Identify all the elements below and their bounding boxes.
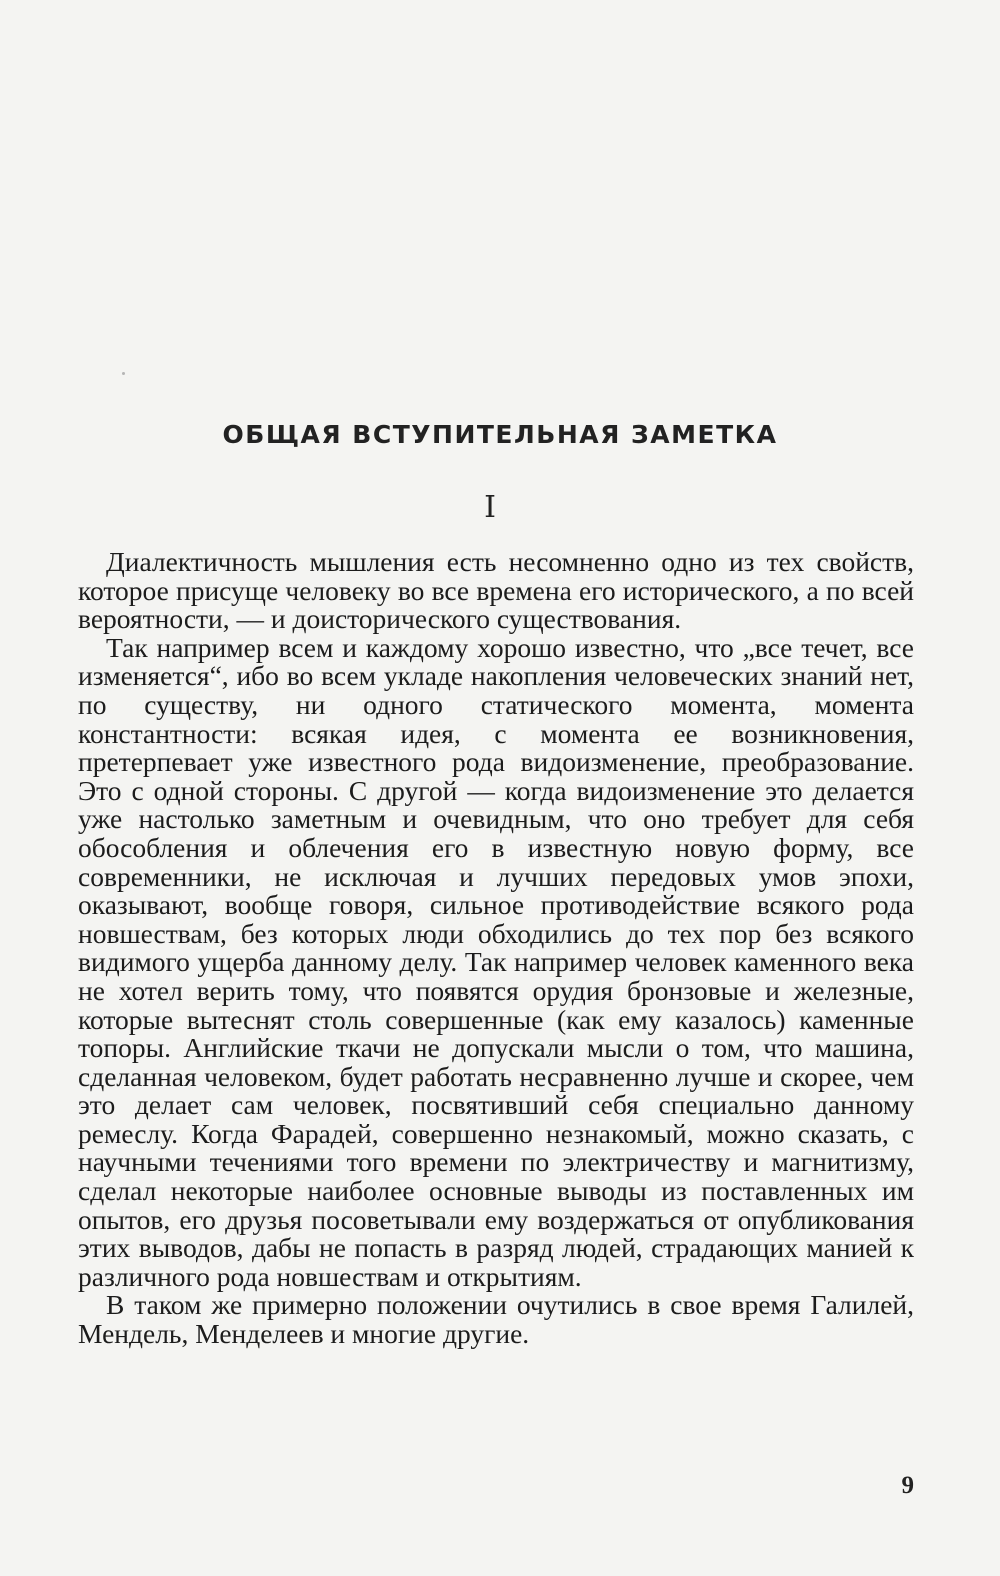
paragraph-1: Диалектичность мышления есть несомненно одно из тех свойств, которое присуще человеку во все времена его исторического, а по всей вероятности, — и доисторического существования.: [78, 546, 914, 635]
paragraph-3: В таком же примерно положении очутились в свое время Галилей, Мендель, Менделеев и многие другие.: [78, 1289, 914, 1350]
chapter-title: ОБЩАЯ ВСТУПИТЕЛЬНАЯ ЗАМЕТКА: [222, 420, 778, 449]
page-number: 9: [901, 1472, 914, 1499]
print-speck: [122, 372, 125, 375]
body-text: [78, 548, 914, 1349]
section-number: I: [484, 490, 496, 525]
paragraph-2: Так например всем и каждому хорошо известно, что „все течет, все изменяется“, ибо во всем укладе накопления человеческих знаний нет, по существу, ни одного статического момента, момента константности: всякая идея, с момента ее возникновения, претерпевает уже известного рода видоизменение, преобразование. Это с одной стороны. С другой — когда видоизменение это делается уже настолько заметным и очевидным, что оно требует для себя обособления и облечения его в известную новую форму, все современники, не исключая и лучших передовых умов эпохи, оказывают, вообще говоря, сильное противодействие всякого рода новшествам, без которых люди обходились до тех пор без всякого видимого ущерба данному делу. Так например человек каменного века не хотел верить тому, что появятся орудия бронзовые и железные, которые вытеснят столь совершенные (как ему казалось) каменные топоры. Английские ткачи не допускали мысли о том, что машина, сделанная человеком, будет работать несравненно лучше и скорее, чем это делает сам человек, посвятивший себя специально данному ремеслу. Когда Фарадей, совершенно незнакомый, можно сказать, с научными течениями того времени по электричеству и магнитизму, сделал некоторые наиболее основные выводы из поставленных им опытов, его друзья посоветывали ему воздержаться от опубликования этих выводов, дабы не попасть в разряд людей, страдающих манией к различного рода новшествам и открытиям.: [78, 631, 914, 1292]
